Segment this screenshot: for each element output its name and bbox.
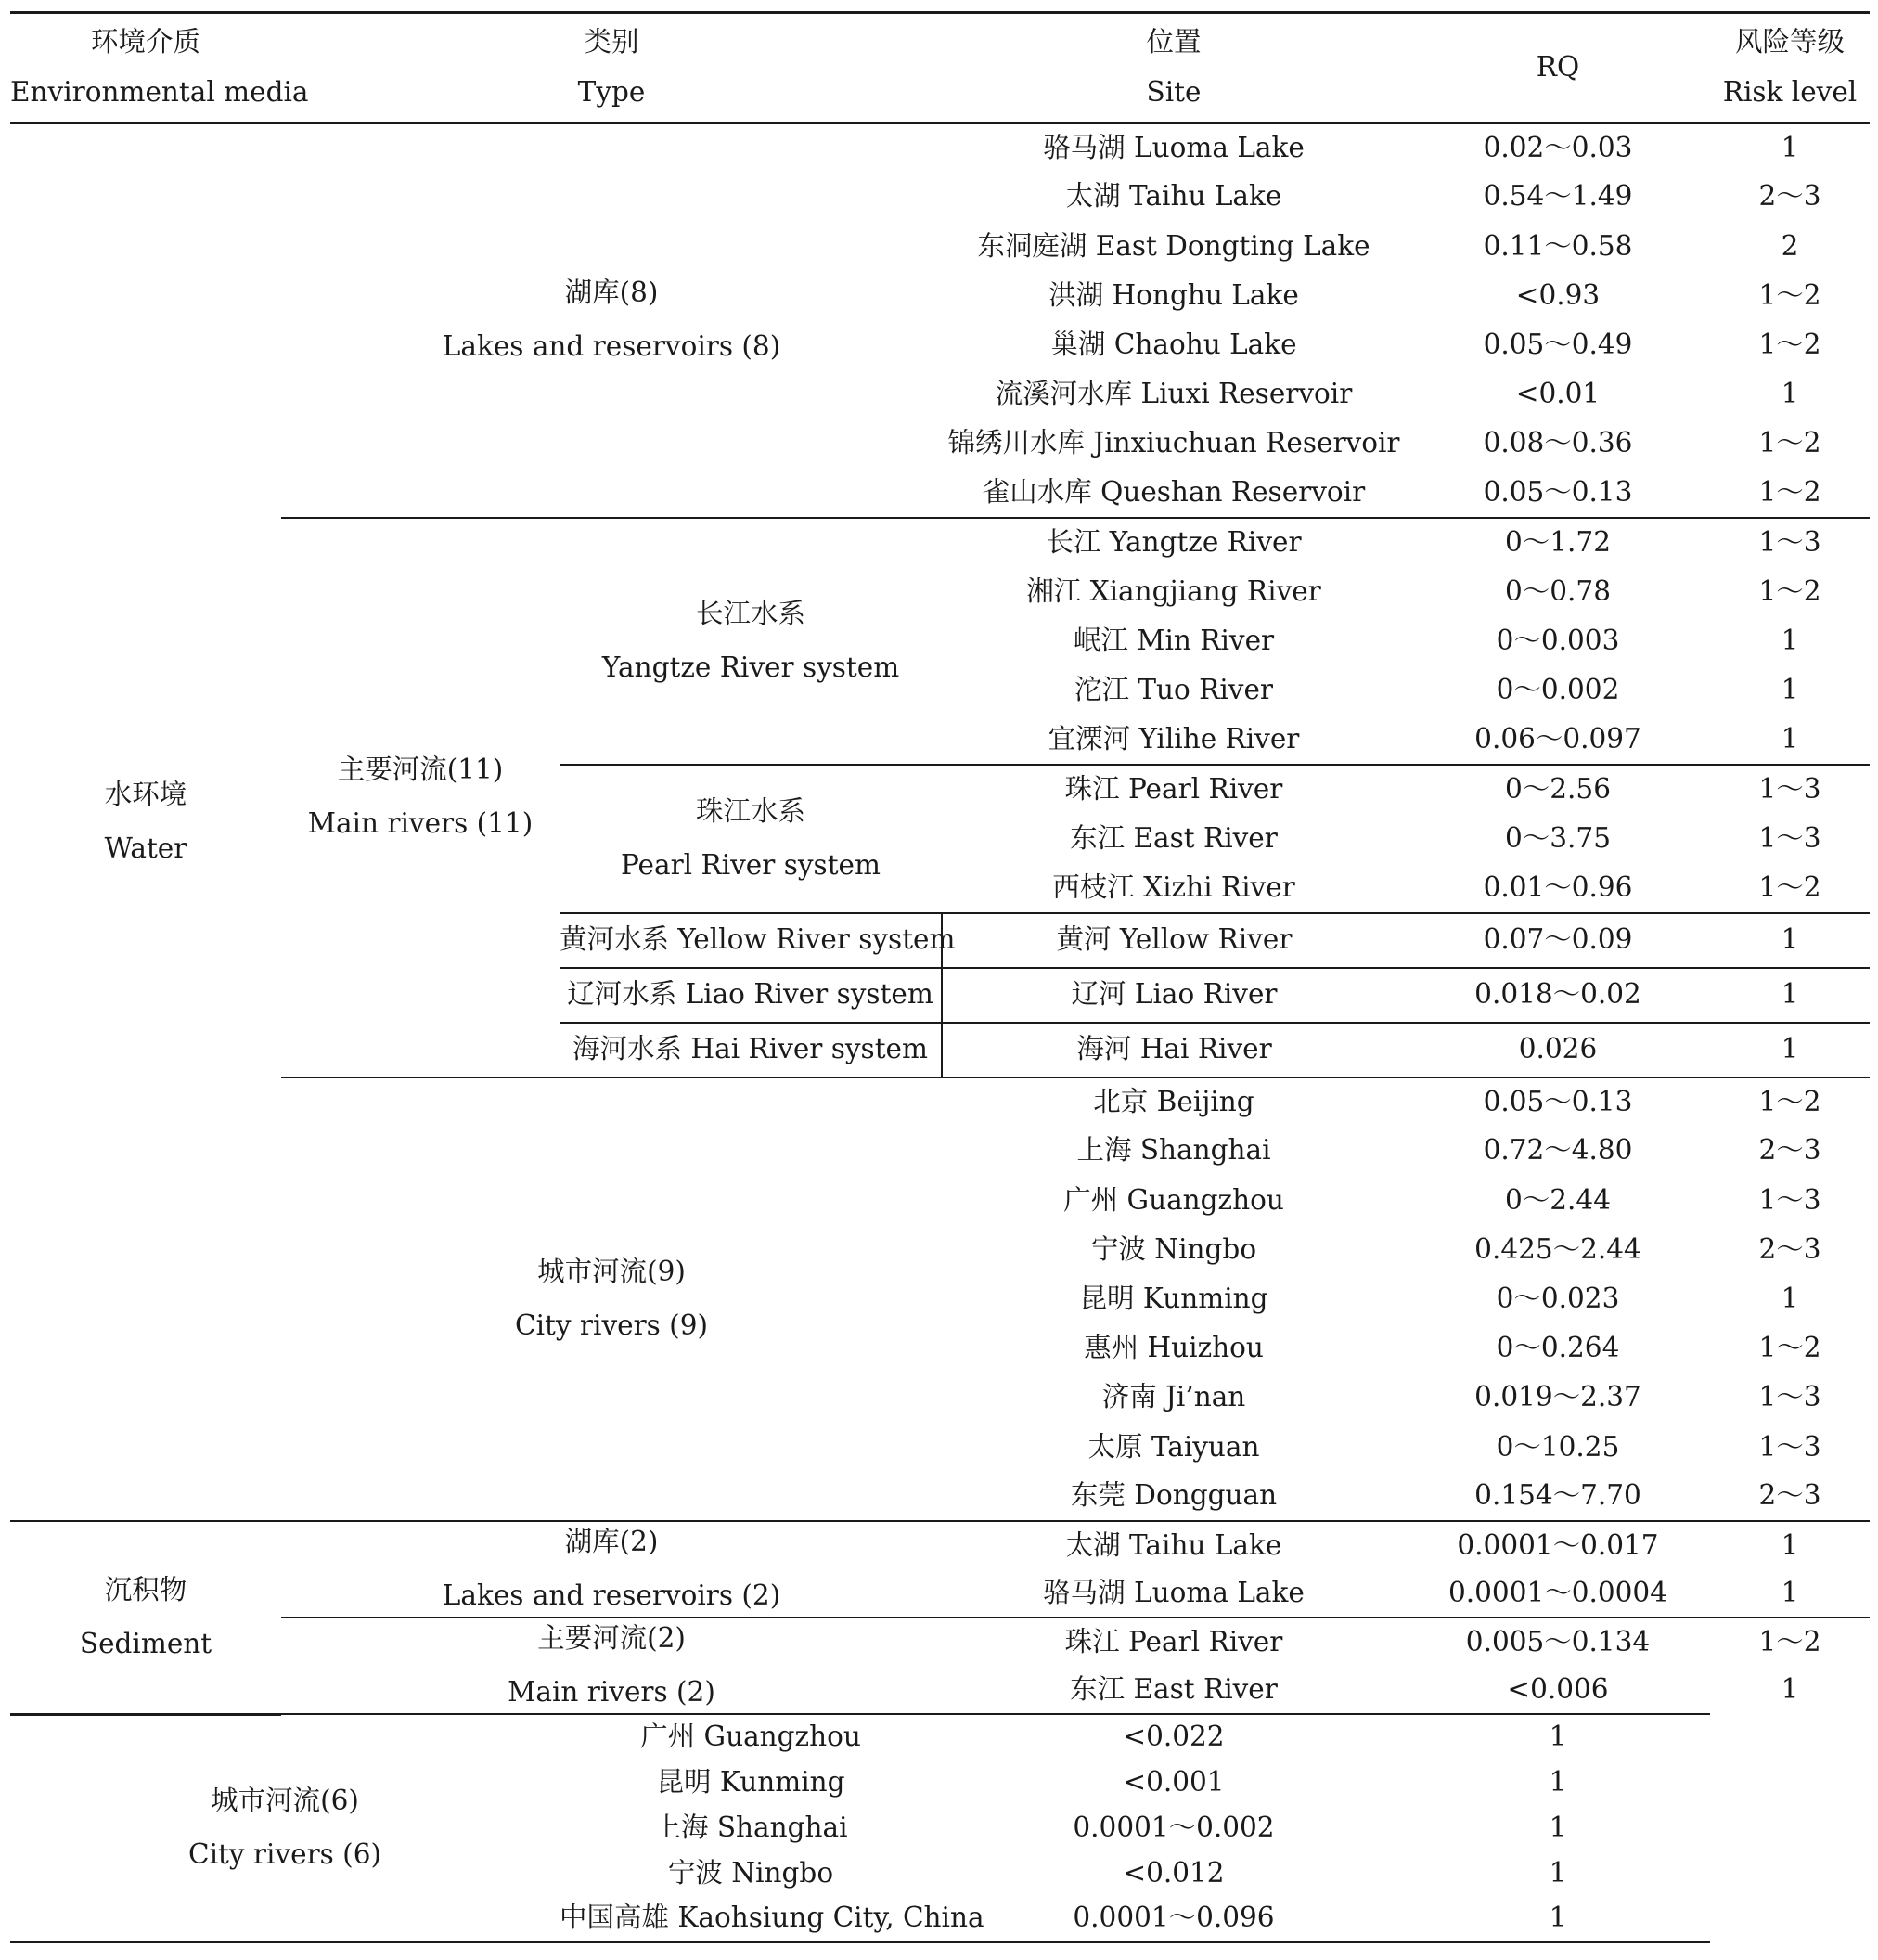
risk-level-cell: 2～3 bbox=[1758, 1134, 1821, 1167]
site-cell: 海河 Hai River bbox=[942, 1023, 1406, 1077]
risk-level-cell: 1 bbox=[1406, 1714, 1710, 1760]
type-city-rivers-sediment: 城市河流(6) City rivers (6) bbox=[10, 1714, 560, 1941]
table-row bbox=[10, 1077, 1870, 1127]
risk-level-cell: 1 bbox=[1710, 913, 1870, 968]
rq-cell: 0.154～7.70 bbox=[1474, 1479, 1641, 1512]
type-main-rivers-sediment: 主要河流(2) Main rivers (2) bbox=[281, 1618, 942, 1714]
site-cell: 中国高雄 Kaohsiung City, China bbox=[560, 1896, 942, 1941]
table-row bbox=[10, 1714, 1870, 1760]
system-yellow: 黄河水系 Yellow River system bbox=[560, 913, 942, 968]
media-water: 水环境 Water bbox=[104, 779, 187, 864]
site-cell: 东江 East River bbox=[1070, 821, 1278, 854]
risk-quotient-table bbox=[10, 11, 1870, 1943]
site-cell: 西枝江 Xizhi River bbox=[1052, 870, 1295, 903]
risk-level-cell: 1 bbox=[1549, 1856, 1567, 1889]
risk-level-cell: 1 bbox=[1781, 1576, 1799, 1608]
rq-cell: 0.06～0.097 bbox=[1474, 722, 1641, 754]
system-hai: 海河水系 Hai River system bbox=[560, 1023, 942, 1077]
risk-level-cell: 1 bbox=[1781, 722, 1799, 754]
risk-level-cell: 1 bbox=[1781, 131, 1799, 163]
site-cell: 岷江 Min River bbox=[1073, 625, 1275, 657]
risk-level-cell: 1～2 bbox=[1758, 476, 1821, 508]
site-cell: 流溪河水库 Liuxi Reservoir bbox=[995, 378, 1353, 410]
risk-level-cell: 1～3 bbox=[1758, 1381, 1821, 1413]
rq-cell: 0.54～1.49 bbox=[1483, 180, 1633, 213]
rq-cell: 0.05～0.49 bbox=[1483, 328, 1633, 360]
site-cell: 骆马湖 Luoma Lake bbox=[1043, 1576, 1305, 1608]
risk-level-cell: 1 bbox=[1549, 1765, 1567, 1798]
site-cell: 锦绣川水库 Jinxiuchuan Reservoir bbox=[947, 427, 1400, 459]
site-cell: 北京 Beijing bbox=[942, 1077, 1406, 1127]
site-cell: 湘江 Xiangjiang River bbox=[1026, 574, 1321, 607]
site-cell: 昆明 Kunming bbox=[1079, 1282, 1268, 1314]
type-main-rivers-water: 主要河流(11) Main rivers (11) bbox=[281, 518, 560, 1077]
risk-level-cell: 1～3 bbox=[1758, 1183, 1821, 1216]
site-cell: 宜溧河 Yilihe River bbox=[1048, 722, 1300, 754]
site-cell: 珠江 Pearl River bbox=[942, 765, 1406, 814]
site-cell: 东江 East River bbox=[1070, 1672, 1278, 1705]
risk-level-cell: 1 bbox=[1781, 674, 1799, 706]
risk-level-cell: 1～2 bbox=[1710, 1618, 1870, 1666]
rq-cell: <0.001 bbox=[1123, 1765, 1225, 1798]
risk-level-cell: 1～3 bbox=[1758, 821, 1821, 854]
rq-cell: <0.012 bbox=[1123, 1856, 1225, 1889]
rq-cell: 0～0.023 bbox=[1496, 1282, 1620, 1314]
risk-level-cell: 1 bbox=[1781, 378, 1799, 410]
rq-cell: 0～1.72 bbox=[1406, 518, 1710, 567]
risk-level-cell: 1 bbox=[1781, 625, 1799, 657]
risk-level-cell: 1～3 bbox=[1758, 1430, 1821, 1463]
rq-cell: 0～3.75 bbox=[1505, 821, 1611, 854]
header-row bbox=[10, 13, 1870, 123]
site-cell: 宁波 Ningbo bbox=[667, 1856, 834, 1889]
site-cell: 上海 Shanghai bbox=[1076, 1134, 1271, 1167]
system-liao: 辽河水系 Liao River system bbox=[560, 968, 942, 1023]
rq-cell: 0～10.25 bbox=[1496, 1430, 1620, 1463]
risk-level-cell: 1～2 bbox=[1758, 278, 1821, 311]
risk-level-cell: 2 bbox=[1781, 229, 1799, 262]
media-sediment: 沉积物 Sediment bbox=[10, 1521, 281, 1714]
risk-level-cell: 1 bbox=[1781, 1673, 1799, 1706]
table-row bbox=[10, 518, 1870, 567]
rq-cell: 0～2.56 bbox=[1406, 765, 1710, 814]
site-cell: 东洞庭湖 East Dongting Lake bbox=[977, 229, 1370, 262]
site-cell: 太原 Taiyuan bbox=[1087, 1430, 1260, 1463]
rq-cell: 0～0.78 bbox=[1505, 574, 1611, 607]
rq-cell: 0.0001～0.017 bbox=[1406, 1521, 1710, 1569]
rq-cell: 0.018～0.02 bbox=[1406, 968, 1710, 1023]
risk-level-cell: 1 bbox=[1710, 1023, 1870, 1077]
risk-level-cell: 1～2 bbox=[1758, 870, 1821, 903]
risk-level-cell: 1～2 bbox=[1758, 574, 1821, 607]
site-cell: 上海 Shanghai bbox=[653, 1811, 848, 1843]
rq-cell: 0.07～0.09 bbox=[1406, 913, 1710, 968]
site-cell: 辽河 Liao River bbox=[942, 968, 1406, 1023]
rq-cell: 0～2.44 bbox=[1505, 1183, 1611, 1216]
rq-cell: 0.005～0.134 bbox=[1406, 1618, 1710, 1666]
header-risk: 风险等级 Risk level bbox=[1710, 13, 1870, 123]
site-cell: 昆明 Kunming bbox=[656, 1765, 845, 1798]
header-media: 环境介质 Environmental media bbox=[10, 13, 281, 123]
site-cell: 太湖 Taihu Lake bbox=[1065, 180, 1282, 213]
site-cell: 沱江 Tuo River bbox=[1074, 674, 1274, 706]
site-cell: 骆马湖 Luoma Lake bbox=[1043, 131, 1305, 163]
site-cell: 太湖 Taihu Lake bbox=[942, 1521, 1406, 1569]
header-site: 位置 Site bbox=[942, 13, 1406, 123]
risk-level-cell: 1～2 bbox=[1758, 1332, 1821, 1364]
risk-level-cell: 2～3 bbox=[1758, 1232, 1821, 1265]
table-row bbox=[10, 1521, 1870, 1569]
site-cell: 惠州 Huizhou bbox=[1084, 1332, 1264, 1364]
site-cell: 雀山水库 Queshan Reservoir bbox=[982, 476, 1366, 508]
site-cell: 宁波 Ningbo bbox=[1090, 1232, 1257, 1265]
rq-cell: <0.022 bbox=[942, 1714, 1406, 1760]
rq-cell: 0.05～0.13 bbox=[1483, 476, 1633, 508]
rq-cell: 0.02～0.03 bbox=[1483, 131, 1633, 163]
rq-cell: 0.05～0.13 bbox=[1406, 1077, 1710, 1127]
system-yangtze: 长江水系 Yangtze River system bbox=[560, 518, 942, 765]
rq-cell: 0.026 bbox=[1406, 1023, 1710, 1077]
risk-level-cell: 1 bbox=[1781, 1282, 1799, 1314]
site-cell: 广州 Guangzhou bbox=[1063, 1183, 1284, 1216]
site-cell: 巢湖 Chaohu Lake bbox=[1050, 328, 1297, 360]
system-pearl: 珠江水系 Pearl River system bbox=[560, 765, 942, 913]
risk-level-cell: 1～3 bbox=[1710, 518, 1870, 567]
rq-cell: 0.72～4.80 bbox=[1483, 1134, 1633, 1167]
table-row bbox=[10, 1618, 1870, 1666]
rq-cell: 0.0001～0.096 bbox=[942, 1896, 1406, 1941]
site-cell: 长江 Yangtze River bbox=[942, 518, 1406, 567]
rq-cell: 0.019～2.37 bbox=[1474, 1381, 1641, 1413]
site-cell: 黄河 Yellow River bbox=[942, 913, 1406, 968]
rq-cell: 0.08～0.36 bbox=[1483, 427, 1633, 459]
rq-cell: 0～0.264 bbox=[1496, 1332, 1620, 1364]
risk-level-cell: 1 bbox=[1710, 968, 1870, 1023]
header-rq: RQ bbox=[1406, 13, 1710, 123]
type-city-rivers-water: 城市河流(9) City rivers (9) bbox=[281, 1077, 942, 1522]
type-lakes-water: 湖库(8) Lakes and reservoirs (8) bbox=[442, 277, 781, 363]
rq-cell: 0.0001～0.0004 bbox=[1448, 1576, 1667, 1608]
rq-cell: 0～0.002 bbox=[1496, 674, 1620, 706]
rq-cell: 0.01～0.96 bbox=[1483, 870, 1633, 903]
site-cell: 洪湖 Honghu Lake bbox=[1048, 278, 1299, 311]
rq-cell: <0.006 bbox=[1507, 1672, 1609, 1705]
table-row bbox=[10, 123, 1870, 173]
rq-cell: 0.0001～0.002 bbox=[1073, 1811, 1275, 1843]
risk-level-cell: 1 bbox=[1710, 1521, 1870, 1569]
rq-cell: 0.425～2.44 bbox=[1474, 1232, 1641, 1265]
rq-cell: <0.93 bbox=[1515, 278, 1601, 311]
site-cell: 东莞 Dongguan bbox=[1070, 1479, 1278, 1512]
rq-cell: <0.01 bbox=[1515, 378, 1601, 410]
risk-level-cell: 1～2 bbox=[1710, 1077, 1870, 1127]
risk-level-cell: 1～2 bbox=[1758, 328, 1821, 360]
rq-cell: 0～0.003 bbox=[1496, 625, 1620, 657]
header-type: 类别 Type bbox=[281, 13, 942, 123]
site-cell: 珠江 Pearl River bbox=[942, 1618, 1406, 1666]
risk-level-cell: 2～3 bbox=[1758, 1479, 1821, 1512]
site-cell: 广州 Guangzhou bbox=[560, 1714, 942, 1760]
type-lakes-sediment: 湖库(2) Lakes and reservoirs (2) bbox=[281, 1521, 942, 1618]
risk-level-cell: 1～2 bbox=[1758, 427, 1821, 459]
site-cell: 济南 Ji’nan bbox=[1101, 1381, 1246, 1413]
risk-level-cell: 1～3 bbox=[1710, 765, 1870, 814]
risk-level-cell: 1 bbox=[1406, 1896, 1710, 1941]
risk-level-cell: 2～3 bbox=[1758, 180, 1821, 213]
rq-cell: 0.11～0.58 bbox=[1483, 229, 1633, 262]
risk-level-cell: 1 bbox=[1549, 1811, 1567, 1843]
